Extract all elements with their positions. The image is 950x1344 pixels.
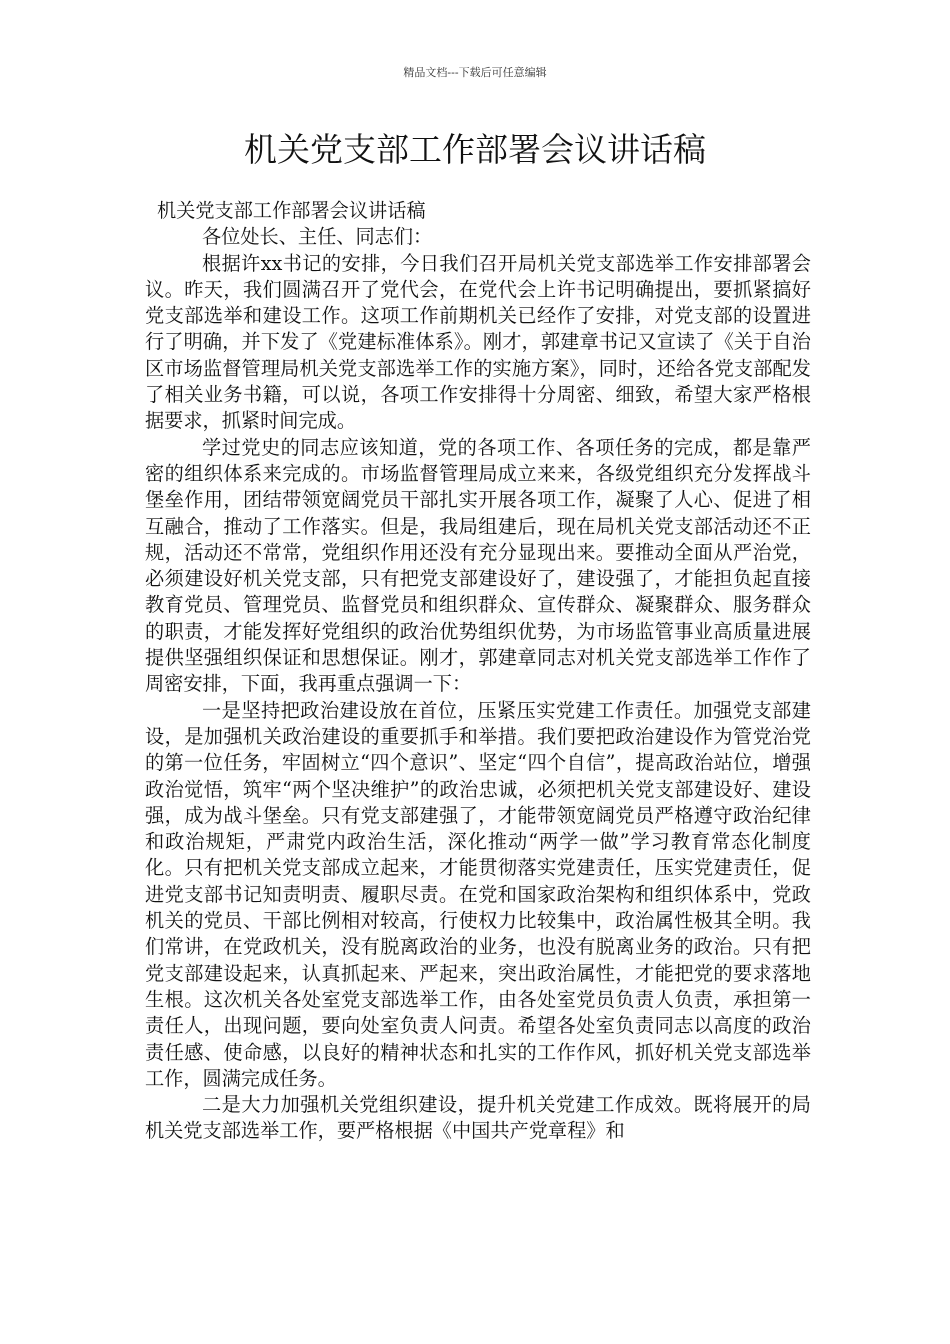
salutation: 各位处长、主任、同志们：	[202, 225, 433, 249]
body-paragraph-3: 一是坚持把政治建设放在首位，压紧压实党建工作责任。加强党支部建设，是加强机关政治建设的重要抓手和举措。我们要把政治建设作为管党治党的第一位任务，牢固树立“四个意识”、坚定“四个自信”，提高政治站位，增强政治觉悟，筑牢“两个坚决维护”的政治忠诚，必须把机关党支部建设好、建设强，成为战斗堡垒。只有党支部建强了，才能带领宽阔党员严格遵守政治纪律和政治规矩，严肃党内政治生活，深化推动“两学一做”学习教育常态化制度化。只有把机关党支部成立起来，才能贯彻落实党建责任，压实党建责任，促进党支部书记知责明责、履职尽责。在党和国家政治架构和组织体系中，党政机关的党员、干部比例相对较高，行使权力比较集中，政治属性极其全明。我们常讲，在党政机关，没有脱离政治的业务，也没有脱离业务的政治。只有把党支部建设起来，认真抓起来、严起来，突出政治属性，才能把党的要求落地生根。这次机关各处室党支部选举工作，由各处室党员负责人负责，承担第一责任人，出现问题，要向处室负责人问责。希望各处室负责同志以高度的政治责任感、使命感，以良好的精神状态和扎实的工作作风，抓好机关党支部选举工作，圆满完成任务。	[145, 698, 811, 1090]
page-header-note: 精品文档---下载后可任意编辑	[403, 66, 547, 79]
document-body	[145, 198, 811, 1145]
document-subtitle: 机关党支部工作部署会议讲话稿	[157, 199, 426, 222]
body-paragraph-4: 二是大力加强机关党组织建设，提升机关党建工作成效。既将展开的局机关党支部选举工作，要严格根据《中国共产党章程》和	[145, 1093, 811, 1143]
body-paragraph-2: 学过党史的同志应该知道，党的各项工作、各项任务的完成，都是靠严密的组织体系来完成的。市场监督管理局成立来来，各级党组织充分发挥战斗堡垒作用，团结带领宽阔党员干部扎实开展各项工作，凝聚了人心、促进了相互融合，推动了工作落实。但是，我局组建后，现在局机关党支部活动还不正规，活动还不常常，党组织作用还没有充分显现出来。要推动全面从严治党，必须建设好机关党支部，只有把党支部建设好了，建设强了，才能担负起直接教育党员、管理党员、监督党员和组织群众、宣传群众、凝聚群众、服务群众的职责，才能发挥好党组织的政治优势组织优势，为市场监管事业高质量进展提供坚强组织保证和思想保证。刚才，郭建章同志对机关党支部选举工作作了周密安排，下面，我再重点强调一下：	[145, 435, 811, 696]
body-paragraph-1: 根据许xx书记的安排，今日我们召开局机关党支部选举工作安排部署会议。昨天，我们圆满召开了党代会，在党代会上许书记明确提出，要抓紧搞好党支部选举和建设工作。这项工作前期机关已经作了安排，对党支部的设置进行了明确，并下发了《党建标准体系》。刚才，郭建章书记又宣读了《关于自治区市场监督管理局机关党支部选举工作的实施方案》，同时，还给各党支部配发了相关业务书籍，可以说，各项工作安排得十分周密、细致，希望大家严格根据要求，抓紧时间完成。	[145, 251, 811, 433]
document-title: 机关党支部工作部署会议讲话稿	[244, 130, 706, 169]
